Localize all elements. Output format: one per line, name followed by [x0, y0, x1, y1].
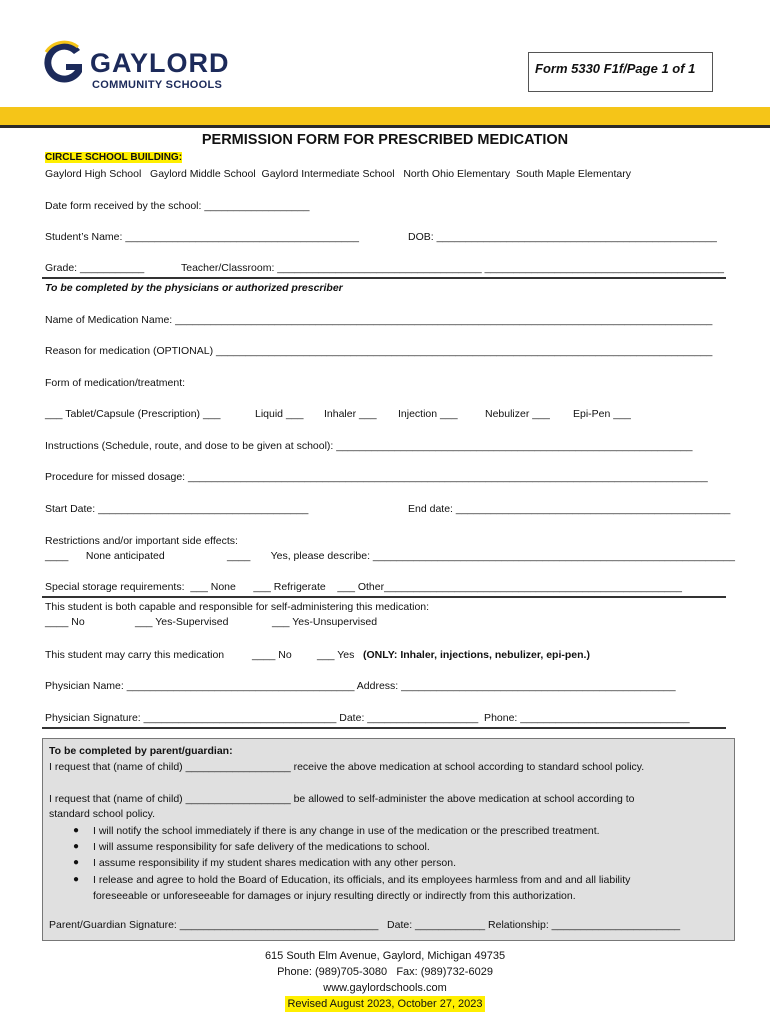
- teacher-field[interactable]: Teacher/Classroom: ___________________________________ _________________________________________: [181, 262, 725, 274]
- bullet-dot: ●: [73, 857, 80, 868]
- reason-field[interactable]: Reason for medication (OPTIONAL) _____________________________________________________________________________________: [45, 345, 713, 357]
- form-number-label: Form 5330 F1f/Page 1 of 1: [535, 61, 696, 76]
- footer: [0, 948, 770, 1012]
- self-admin-no[interactable]: ____ No: [45, 616, 85, 628]
- option-inhaler[interactable]: Inhaler ___: [324, 408, 377, 420]
- none-anticipated-option[interactable]: ____ None anticipated: [45, 550, 165, 562]
- school-buildings-list[interactable]: Gaylord High School Gaylord Middle School Gaylord Intermediate School North Ohio Elementary South Maple Elementary: [45, 168, 631, 180]
- agreement-item: I will assume responsibility for safe delivery of the medications to school.: [93, 841, 430, 853]
- logo-subtitle: COMMUNITY SCHOOLS: [92, 79, 223, 91]
- dob-field[interactable]: DOB: ________________________________________________: [408, 231, 717, 243]
- option-liquid[interactable]: Liquid ___: [255, 408, 304, 420]
- physician-name-field[interactable]: Physician Name: _______________________________________ Address: _______________________________________________: [45, 680, 676, 692]
- agreement-item: I will notify the school immediately if there is any change in use of the medication or the prescribed treatment.: [93, 825, 600, 837]
- bullet-dot: ●: [73, 874, 80, 885]
- carry-no-option[interactable]: ____ No: [252, 649, 292, 661]
- gaylord-logo-g-icon: [40, 38, 86, 88]
- carry-yes-option[interactable]: ___ Yes: [317, 649, 355, 661]
- logo-wordmark: GAYLORD: [90, 48, 230, 78]
- section-divider: [42, 277, 726, 279]
- bullet-dot: ●: [73, 841, 80, 852]
- self-admin-label: This student is both capable and responsible for self-administering this medication:: [45, 601, 430, 613]
- footer-website[interactable]: www.gaylordschools.com: [323, 982, 447, 994]
- option-epipen[interactable]: Epi-Pen ___: [573, 408, 631, 420]
- request-self-admin-field[interactable]: I request that (name of child) __________________ be allowed to self-administer the above medication at school according to: [49, 793, 635, 805]
- header-gold-bar: [0, 107, 770, 125]
- agreement-item: I release and agree to hold the Board of Education, its officials, and its employees harmless from and and all liability: [93, 874, 631, 886]
- agreement-item: I assume responsibility if my student shares medication with any other person.: [93, 857, 457, 869]
- footer-phone: Phone: (989)705-3080 Fax: (989)732-6029: [277, 966, 493, 978]
- footer-address: 615 South Elm Avenue, Gaylord, Michigan 49735: [264, 950, 506, 962]
- parent-section-heading: To be completed by parent/guardian:: [49, 745, 233, 757]
- physician-signature-field[interactable]: Physician Signature: _________________________________ Date: ___________________ Phone: _____________________________: [45, 712, 690, 724]
- request-receive-field[interactable]: I request that (name of child) __________________ receive the above medication at school according to standard school policy.: [49, 761, 645, 773]
- carry-label: This student may carry this medication: [45, 649, 225, 661]
- self-admin-unsupervised[interactable]: ___ Yes-Unsupervised: [272, 616, 378, 628]
- page-title: PERMISSION FORM FOR PRESCRIBED MEDICATION: [201, 132, 569, 148]
- date-received-field[interactable]: Date form received by the school: __________________: [45, 200, 310, 212]
- circle-school-label: CIRCLE SCHOOL BUILDING:: [45, 152, 183, 163]
- section-divider: [42, 727, 726, 729]
- medication-name-field[interactable]: Name of Medication Name: ____________________________________________________________________________________________: [45, 314, 713, 326]
- missed-dosage-field[interactable]: Procedure for missed dosage: _________________________________________________________________________________________: [45, 471, 708, 483]
- agreement-item-cont: foreseeable or unforeseeable for damages or injury resulting directly or indirectly from this authorization.: [93, 890, 576, 902]
- instructions-field[interactable]: Instructions (Schedule, route, and dose to be given at school): _____________________________________________________________: [45, 440, 693, 452]
- student-name-field[interactable]: Student’s Name: ________________________________________: [45, 231, 359, 243]
- end-date-field[interactable]: End date: _______________________________________________: [408, 503, 731, 515]
- form-of-medication-label: Form of medication/treatment:: [45, 377, 186, 389]
- option-tablet[interactable]: ___ Tablet/Capsule (Prescription) ___: [45, 408, 221, 420]
- restrictions-label: Restrictions and/or important side effects:: [45, 535, 238, 547]
- bullet-dot: ●: [73, 825, 80, 836]
- revised-date: Revised August 2023, October 27, 2023: [287, 998, 483, 1010]
- parent-signature-field[interactable]: Parent/Guardian Signature: __________________________________ Date: ____________ Relationship: ______________________: [49, 919, 681, 931]
- yes-describe-field[interactable]: ____ Yes, please describe: ______________________________________________________________: [227, 550, 735, 562]
- storage-requirements-field[interactable]: Special storage requirements: ___ None ___ Refrigerate ___ Other___________________________________________________: [45, 581, 682, 593]
- header-rule: [0, 125, 770, 128]
- grade-field[interactable]: Grade: ___________: [45, 262, 145, 274]
- request-self-admin-cont: standard school policy.: [49, 808, 156, 820]
- carry-note: (ONLY: Inhaler, injections, nebulizer, epi-pen.): [363, 649, 590, 661]
- self-admin-supervised[interactable]: ___ Yes-Supervised: [135, 616, 229, 628]
- section-divider: [42, 596, 726, 598]
- physician-section-heading: To be completed by the physicians or authorized prescriber: [45, 282, 343, 294]
- option-injection[interactable]: Injection ___: [398, 408, 458, 420]
- start-date-field[interactable]: Start Date: ____________________________________: [45, 503, 309, 515]
- option-nebulizer[interactable]: Nebulizer ___: [485, 408, 550, 420]
